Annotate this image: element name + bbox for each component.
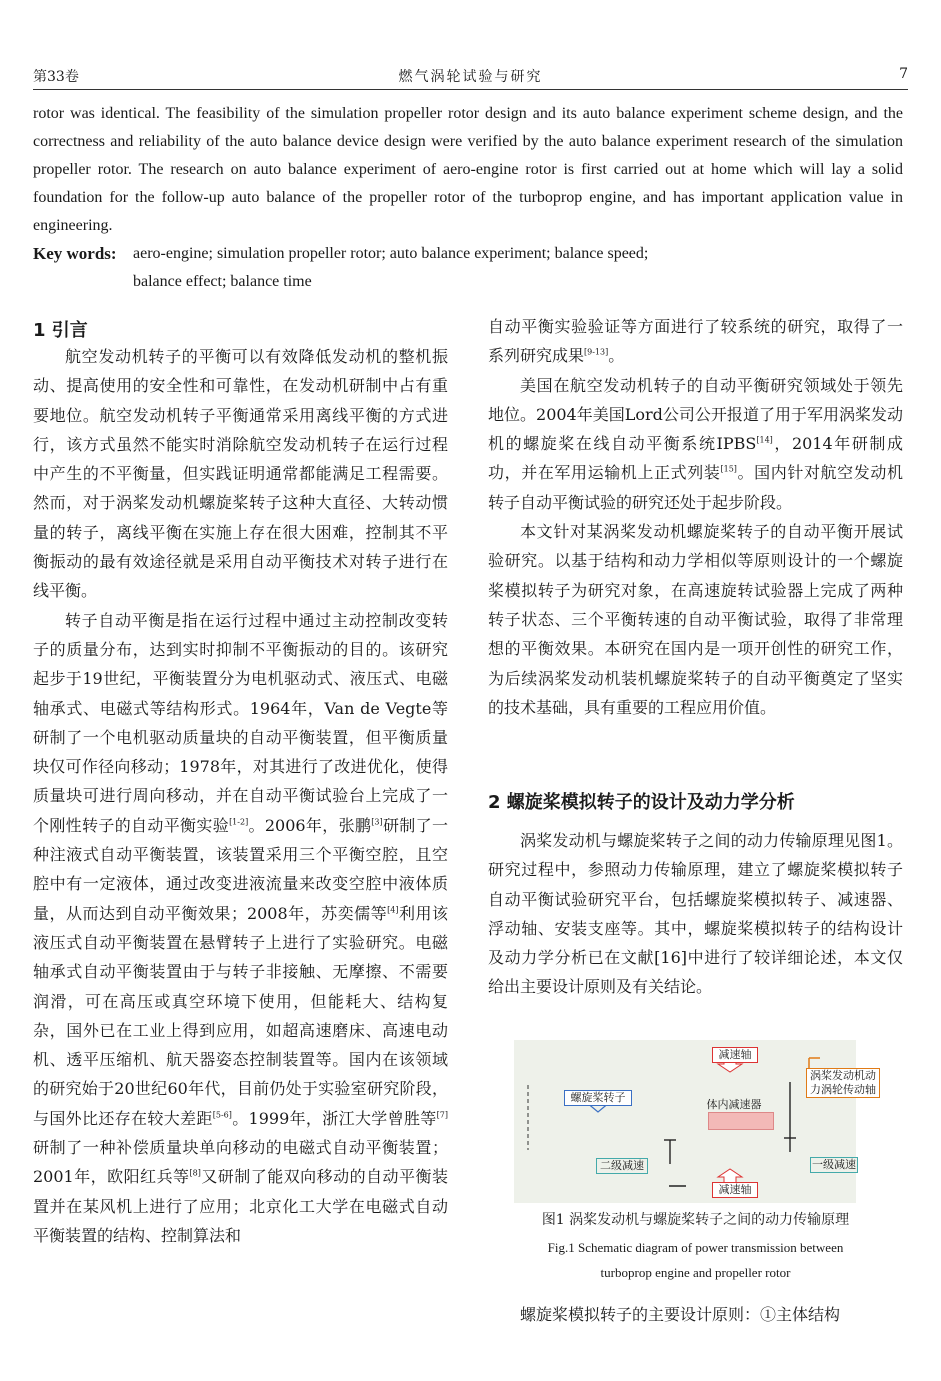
- keywords-values: [133, 240, 903, 296]
- internal-reducer-block: [708, 1112, 774, 1130]
- section2-heading: 2 螺旋桨模拟转子的设计及动力学分析: [488, 792, 795, 813]
- right-column: [488, 312, 903, 722]
- page-number: 7: [899, 66, 908, 82]
- section1-heading: 1 引言: [33, 320, 88, 341]
- keywords-line2: balance effect; balance time: [133, 273, 312, 290]
- right-paragraph-1: 美国在航空发动机转子的自动平衡研究领域处于领先地位。2004年美国Lord公司公开报道了用于军用涡桨发动机的螺旋桨在线自动平衡系统IPBS[14]，2014年研制成功，并在军用运输机上正式列装[15]。国内针对航空发动机转子自动平衡试验的研究还处于起步阶段。: [488, 375, 903, 512]
- diagram-lines: [514, 1040, 856, 1203]
- abstract-text: rotor was identical. The feasibility of the simulation propeller rotor design and its auto balance experiment scheme design, and the correctness and reliability of the auto balance device design were verified by the auto balance experiment research of the simulation propeller rotor. The research on auto balance experiment of aero-engine rotor is first carried out at home which will lay a solid foundation for the follow-up auto balance of the propeller rotor of the turboprop engine, and has important application value in engineering.: [33, 105, 903, 234]
- reducer-shaft-label-bottom: 减速轴: [712, 1182, 758, 1198]
- citation: [1-2]: [229, 817, 249, 827]
- keywords: [33, 240, 903, 290]
- engine-shaft-label: 涡桨发动机动力涡轮传动轴: [806, 1068, 880, 1098]
- stage2-reducer-label: 二级减速: [596, 1158, 648, 1174]
- citation: [14]: [756, 435, 773, 445]
- citation: [4]: [387, 905, 399, 915]
- figure-caption-en-line2: turboprop engine and propeller rotor: [600, 1265, 791, 1280]
- left-column: [33, 342, 448, 1250]
- figure-caption-en-line1: Fig.1 Schematic diagram of power transmission between: [547, 1240, 844, 1255]
- keywords-label: Key words:: [33, 244, 117, 263]
- volume-label: 第33卷: [33, 69, 79, 85]
- citation: [5-6]: [212, 1110, 232, 1120]
- running-header: [33, 62, 908, 86]
- right-paragraph-0: 自动平衡实验验证等方面进行了较系统的研究，取得了一系列研究成果[9-13]。: [488, 317, 903, 366]
- stage1-reducer-label: 一级减速: [812, 1158, 856, 1171]
- internal-reducer-label: 体内减速器: [706, 1098, 762, 1111]
- figure-1-diagram: [514, 1040, 876, 1203]
- journal-title: 燃气涡轮试验与研究: [398, 69, 543, 85]
- keywords-line1: aero-engine; simulation propeller rotor; auto balance experiment; balance speed;: [133, 245, 649, 262]
- section2-body: [488, 826, 903, 1002]
- left-paragraph-1: 航空发动机转子的平衡可以有效降低发动机的整机振动、提高使用的安全性和可靠性，在发动机研制中占有重要地位。航空发动机转子平衡通常采用离线平衡的方式进行，该方式虽然不能实时消除航空发动机转子在运行过程中产生的不平衡量，但实践证明通常都能满足工程需要。然而，对于涡桨发动机螺旋桨转子这种大直径、大转动惯量的转子，离线平衡在实施上存在很大困难，控制其不平衡振动的最有效途径就是采用自动平衡技术对转子进行在线平衡。: [33, 347, 448, 601]
- right-paragraph-last: 螺旋桨模拟转子的主要设计原则：①主体结构: [520, 1305, 841, 1324]
- citation: [8]: [189, 1168, 201, 1178]
- citation: [9-13]: [584, 347, 609, 357]
- right-paragraph-2: 本文针对某涡桨发动机螺旋桨转子的自动平衡开展试验研究。以基于结构和动力学相似等原则设计的一个螺旋桨模拟转子为研究对象，在高速旋转试验器上完成了两种转子状态、三个平衡转速的自动平衡试验，取得了非常理想的平衡效果。本研究在国内是一项开创性的研究工作，为后续涡桨发动机装机螺旋桨转子的自动平衡奠定了坚实的技术基础，具有重要的工程应用价值。: [488, 522, 903, 717]
- citation: [15]: [720, 465, 737, 475]
- propeller-rotor-label: 螺旋桨转子: [564, 1090, 632, 1106]
- left-paragraph-2: 转子自动平衡是指在运行过程中通过主动控制改变转子的质量分布，达到实时抑制不平衡振动的目的。该研究起步于19世纪，平衡装置分为电机驱动式、液压式、电磁轴承式、电磁式等结构形式。1964年，Van de Vegte等研制了一个电机驱动质量块的自动平衡装置，但平衡质量块仅可作径向移动；1978年，对其进行了改进优化，使得质量块可进行周向移动，并在自动平衡试验台上完成了一个刚性转子的自动平衡实验[1-2]。2006年，张鹏[3]研制了一种注液式自动平衡装置，该装置采用三个平衡空腔，且空腔中有一定液体，通过改变进液流量来改变空腔中液体质量，从而达到自动平衡效果；2008年，苏奕儒等[4]利用该液压式自动平衡装置在悬臂转子上进行了实验研究。电磁轴承式自动平衡装置由于与转子非接触、无摩擦、不需要润滑，可在高压或真空环境下使用，但能耗大、结构复杂，国外已在工业上得到应用，如超高速磨床、高速电动机、透平压缩机、航天器姿态控制装置等。国内在该领域的研究始于20世纪60年代，目前仍处于实验室研究阶段，与国外比还存在较大差距[5-6]。1999年，浙江大学曾胜等[7]研制了一种补偿质量块单向移动的电磁式自动平衡装置；2001年，欧阳红兵等[8]又研制了能双向移动的自动平衡装置并在某风机上进行了应用；北京化工大学在电磁式自动平衡装置的结构、控制算法和: [33, 610, 448, 1245]
- citation: [7]: [436, 1110, 448, 1120]
- reducer-shaft-label-top: 减速轴: [712, 1047, 758, 1063]
- header-rule: [33, 89, 908, 90]
- figure-caption-cn: 图1 涡桨发动机与螺旋桨转子之间的动力传输原理: [541, 1212, 850, 1228]
- citation: [3]: [371, 817, 383, 827]
- right-paragraph-3: 涡桨发动机与螺旋桨转子之间的动力传输原理见图1。研究过程中，参照动力传输原理，建立了螺旋桨模拟转子自动平衡试验研究平台，包括螺旋桨模拟转子、减速器、浮动轴、安装支座等。其中，螺旋桨模拟转子的结构设计及动力学分析已在文献[16]中进行了较详细论述，本文仅给出主要设计原则及有关结论。: [488, 831, 903, 997]
